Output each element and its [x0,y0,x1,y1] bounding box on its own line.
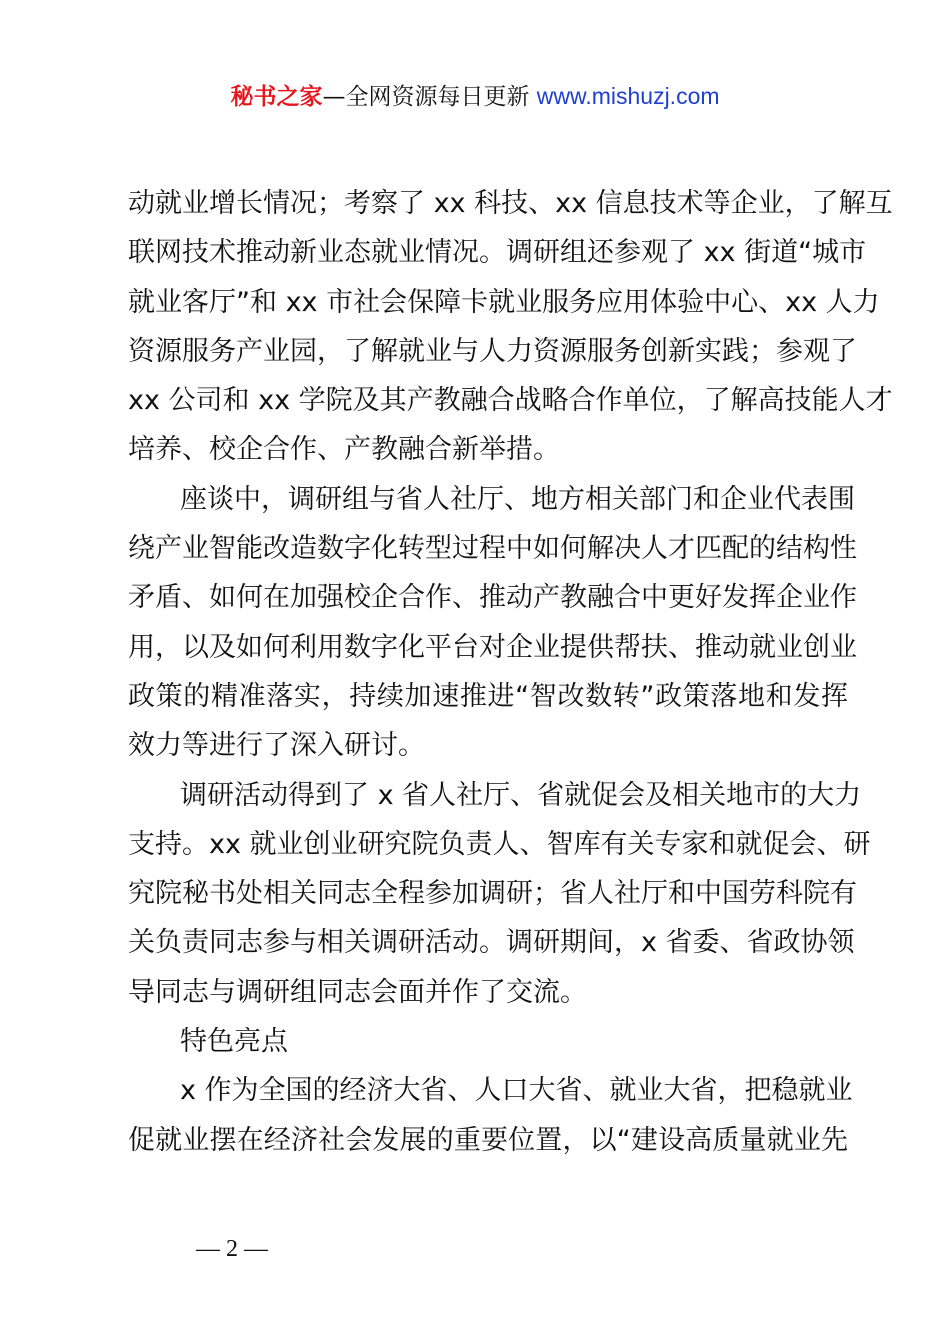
text-line: 效力等进行了深入研讨。 [128,730,425,762]
text-line: 导同志与调研组同志会面并作了交流。 [128,976,587,1008]
text-line: 资源服务产业园，了解就业与人力资源服务创新实践；参观了 [128,335,857,367]
site-brand: 秘书之家 [230,84,323,110]
text-line: 支持。xx 就业创业研究院负责人、智库有关专家和就促会、研 [128,828,871,860]
text-line: 座谈中，调研组与省人社厅、地方相关部门和企业代表围 [180,483,855,515]
text-line: 动就业增长情况；考察了 xx 科技、xx 信息技术等企业，了解互 [128,188,893,219]
text-line: 联网技术推动新业态就业情况。调研组还参观了 xx 街道“城市 [128,237,867,269]
page-number: — 2 — [196,1236,268,1262]
text-line: 关负责同志参与相关调研活动。调研期间，x 省委、省政协领 [128,927,855,959]
text-line: 就业客厅”和 xx 市社会保障卡就业服务应用体验中心、xx 人力 [128,286,880,318]
text-line: 政策的精准落实，持续加速推进“智改数转”政策落地和发挥 [128,680,848,712]
site-url-link[interactable]: www.mishuzj.com [536,83,720,109]
text-line: xx 公司和 xx 学院及其产教融合战略合作单位，了解高技能人才 [128,385,893,417]
text-line: 调研活动得到了 x 省人社厅、省就促会及相关地市的大力 [180,779,862,811]
text-line: 绕产业智能改造数字化转型过程中如何解决人才匹配的结构性 [128,533,857,565]
text-line: 用，以及如何利用数字化平台对企业提供帮扶、推动就业创业 [128,631,857,663]
site-tagline: —全网资源每日更新 [322,84,537,110]
text-line: 究院秘书处相关同志全程参加调研；省人社厅和中国劳科院有 [128,878,857,910]
text-line: 特色亮点 [180,1026,288,1058]
text-line: 培养、校企合作、产教融合新举措。 [128,434,560,466]
document-body [128,179,893,1165]
text-line: 矛盾、如何在加强校企合作、推动产教融合中更好发挥企业作 [128,582,857,614]
page-header [0,80,950,113]
text-line: x 作为全国的经济大省、人口大省、就业大省，把稳就业 [180,1075,853,1107]
text-line: 促就业摆在经济社会发展的重要位置，以“建设高质量就业先 [128,1124,848,1156]
